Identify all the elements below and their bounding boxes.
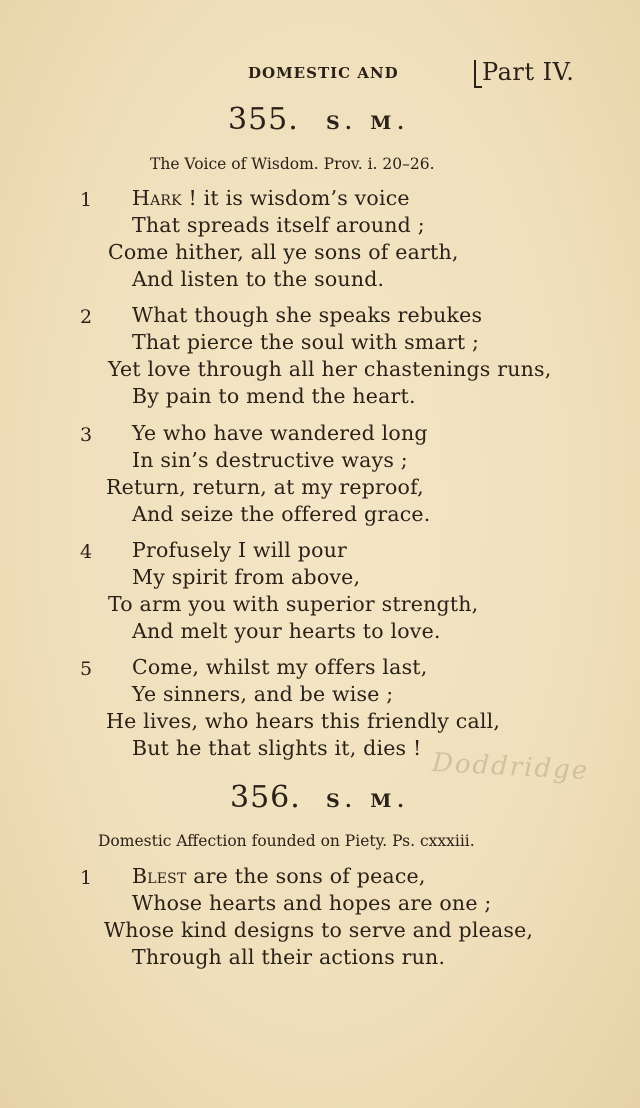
verse-line: To arm you with superior strength, (108, 592, 479, 616)
running-head-part: Part IV. (482, 58, 575, 86)
verse-number: 5 (80, 658, 93, 680)
hymn-meter: S. M. (326, 790, 410, 812)
verse-line: And melt your hearts to love. (132, 619, 441, 643)
hymn-subtitle: The Voice of Wisdom. Prov. i. 20–26. (150, 155, 435, 173)
verse-line: That spreads itself around ; (132, 213, 425, 237)
verse-lead-word: Blest (132, 864, 187, 888)
verse-line: And listen to the sound. (132, 267, 385, 291)
verse-number: 4 (80, 541, 93, 563)
verse-number: 1 (80, 189, 93, 211)
verse-line: Through all their actions run. (132, 945, 446, 969)
verse-line: He lives, who hears this friendly call, (106, 709, 501, 733)
verse-line: Yet love through all her chastenings runs, (108, 357, 552, 381)
verse-line: Come hither, all ye sons of earth, (108, 240, 459, 264)
verse-number: 3 (80, 424, 93, 446)
verse-line: Hark ! it is wisdom’s voice (132, 186, 410, 210)
hymn-meter: S. M. (326, 112, 410, 134)
hymn-356-heading (0, 780, 640, 824)
verse-line: Come, whilst my offers last, (132, 655, 428, 679)
verse-line: Whose hearts and hopes are one ; (132, 891, 492, 915)
running-head (0, 58, 640, 88)
verse-line: Ye sinners, and be wise ; (132, 682, 394, 706)
verse-lead-word: Hark (132, 186, 182, 210)
hymn-number: 355. (228, 102, 299, 137)
verse-line: In sin’s destructive ways ; (132, 448, 408, 472)
verse-line: Return, return, at my reproof, (106, 475, 424, 499)
verse-line: Ye who have wandered long (132, 421, 428, 445)
verse-line: What though she speaks rebukes (132, 303, 483, 327)
verse-line: Blest are the sons of peace, (132, 864, 426, 888)
verse-line: That pierce the soul with smart ; (132, 330, 480, 354)
verse-line: By pain to mend the heart. (132, 384, 416, 408)
verse-line: But he that slights it, dies ! (132, 736, 422, 760)
verse-number: 1 (80, 867, 93, 889)
verse-line: Profusely I will pour (132, 538, 348, 562)
verse-number: 2 (80, 306, 93, 328)
verse-line: And seize the offered grace. (132, 502, 431, 526)
hymn-subtitle: Domestic Affection founded on Piety. Ps. cxxxiii. (98, 832, 475, 850)
hymn-355-heading (0, 102, 640, 146)
running-head-bracket (474, 60, 482, 88)
handwritten-annotation: Doddridge (431, 747, 590, 787)
verse-line: Whose kind designs to serve and please, (104, 918, 534, 942)
verse-line: My spirit from above, (132, 565, 361, 589)
hymn-number: 356. (230, 780, 301, 815)
running-head-title: DOMESTIC AND (248, 64, 399, 82)
